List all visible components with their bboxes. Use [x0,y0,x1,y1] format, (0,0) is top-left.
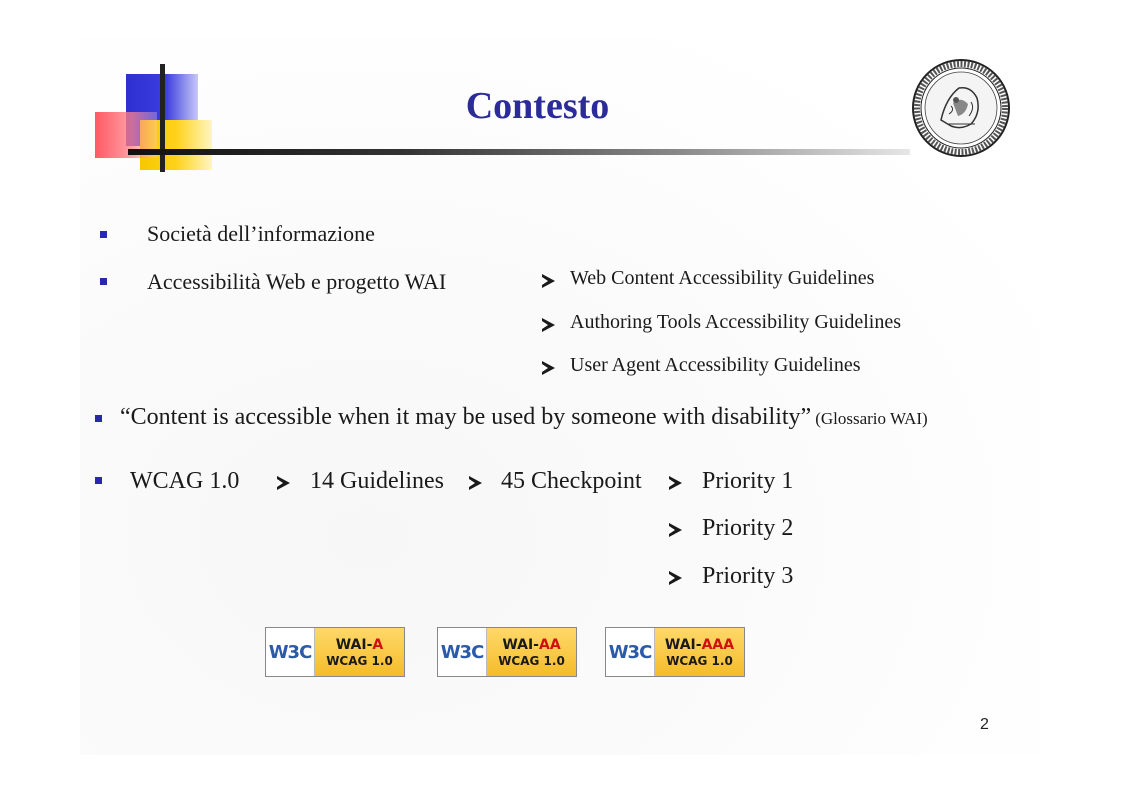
badge-label [315,628,404,676]
arrow-bullet-icon [542,361,555,375]
bullet-web-accessibility-wai: Accessibilità Web e progetto WAI [147,269,447,294]
w3c-logo-icon: W3C [266,628,315,676]
arrow-bullet-icon [469,476,482,490]
university-seal-icon [911,58,1011,158]
badge-wai-aa [437,627,577,677]
w3c-logo-icon: W3C [606,628,655,676]
badge-wcag-version: WCAG 1.0 [666,653,733,668]
badge-wai-prefix: WAI- [335,636,373,653]
bullet-marker [95,477,102,484]
quote-text: “Content is accessible when it may be used by someone with disability” [120,404,812,430]
accessibility-definition-quote [120,404,928,431]
badge-level: A [372,636,384,653]
badge-level: AA [539,636,561,653]
arrow-bullet-icon [542,318,555,332]
badge-wai-level [665,637,734,653]
arrow-bullet-icon [277,476,290,490]
guideline-web-content: Web Content Accessibility Guidelines [570,267,875,289]
priority-1: Priority 1 [702,468,794,494]
badge-wcag-version: WCAG 1.0 [498,653,565,668]
badge-wcag-version: WCAG 1.0 [326,653,393,668]
badge-label [655,628,744,676]
badge-wai-level [502,637,560,653]
wcag-version: WCAG 1.0 [130,468,240,494]
priority-2: Priority 2 [702,515,794,541]
badge-wai-aaa [605,627,745,677]
bullet-marker [100,231,107,238]
badge-wai-a [265,627,405,677]
checkpoints-count: 45 Checkpoint [501,468,642,494]
badge-level: AAA [701,636,735,653]
badge-wai-level [336,637,384,653]
badge-wai-prefix: WAI- [664,636,702,653]
arrow-bullet-icon [542,274,555,288]
bullet-information-society: Società dell’informazione [147,221,375,246]
guideline-user-agent: User Agent Accessibility Guidelines [570,354,861,376]
bullet-marker [100,278,107,285]
page-number: 2 [980,716,989,733]
slide-title: Contesto [465,85,610,127]
quote-source: (Glossario WAI) [815,409,928,428]
arrow-bullet-icon [669,571,682,585]
arrow-bullet-icon [669,523,682,537]
arrow-bullet-icon [669,476,682,490]
guidelines-count: 14 Guidelines [310,468,444,494]
bullet-marker [95,415,102,422]
priority-3: Priority 3 [702,563,794,589]
badge-label [487,628,576,676]
title-underline [128,149,910,155]
guideline-authoring-tools: Authoring Tools Accessibility Guidelines [570,311,901,333]
badge-wai-prefix: WAI- [502,636,539,653]
w3c-logo-icon: W3C [438,628,487,676]
